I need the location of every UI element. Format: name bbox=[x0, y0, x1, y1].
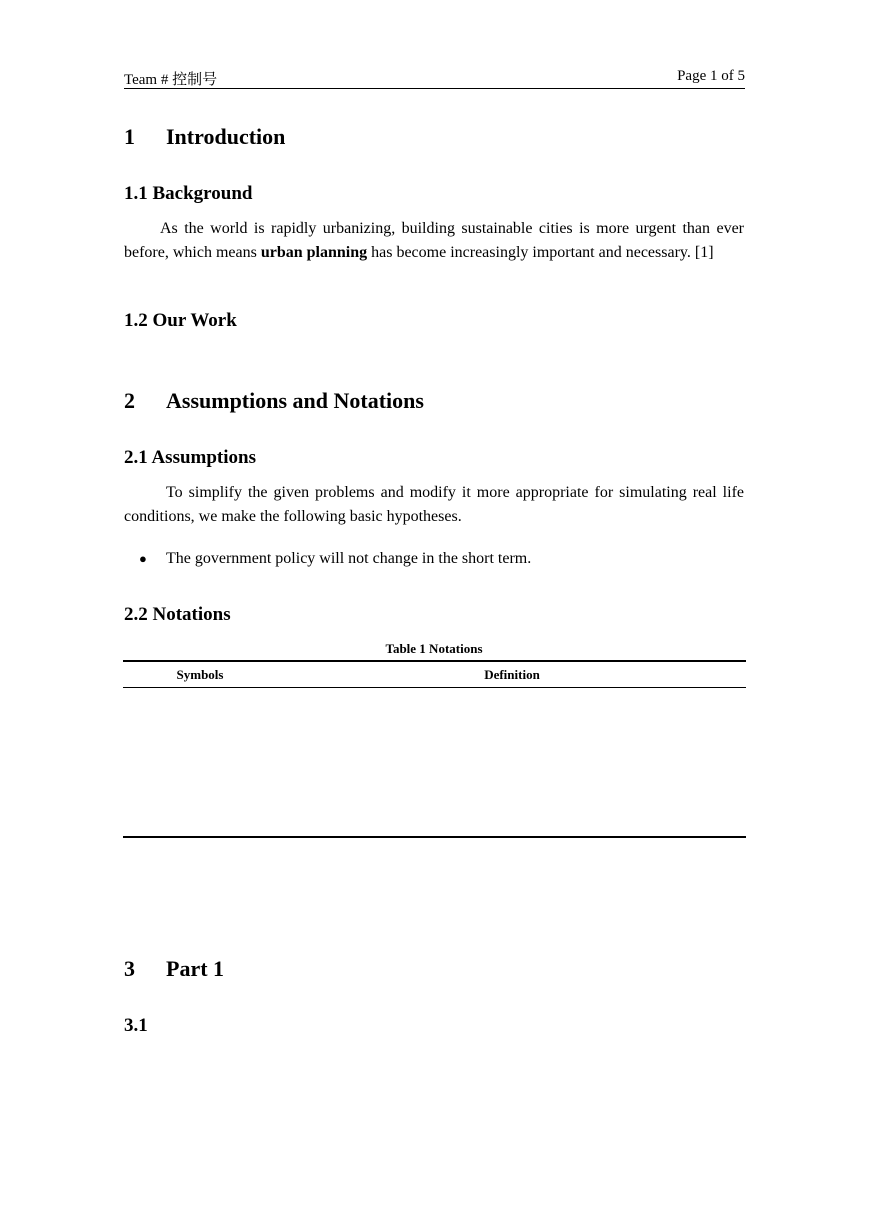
assumptions-paragraph: To simplify the given problems and modify it more appropriate for simulating real life conditions, we make the following basic hypotheses. bbox=[124, 484, 744, 525]
table-header-symbols: Symbols bbox=[176, 667, 224, 682]
subsection-heading-notations: 2.2 Notations bbox=[124, 604, 231, 625]
section-heading-part-1 bbox=[124, 956, 224, 982]
section-number: 1 bbox=[124, 124, 135, 149]
section-number: 3 bbox=[124, 956, 135, 981]
assumption-list-item bbox=[139, 550, 531, 568]
subsection-heading-our-work: 1.2 Our Work bbox=[124, 310, 237, 331]
background-bold-term: urban planning bbox=[260, 244, 368, 261]
page-header bbox=[124, 67, 745, 89]
section-heading-introduction bbox=[124, 124, 285, 150]
subsection-heading-assumptions: 2.1 Assumptions bbox=[124, 447, 256, 468]
section-number: 2 bbox=[124, 388, 135, 413]
subsection-heading-3-1: 3.1 bbox=[124, 1015, 148, 1036]
section-title: Introduction bbox=[166, 124, 286, 149]
subsection-heading-background: 1.1 Background bbox=[124, 183, 253, 204]
background-text-2: has become increasingly important and necessary. [1] bbox=[367, 244, 714, 261]
table-bottom-rule bbox=[123, 836, 746, 838]
table-caption: Table 1 Notations bbox=[385, 641, 483, 656]
background-paragraph bbox=[124, 217, 744, 265]
bullet-icon: ● bbox=[139, 551, 147, 566]
table-header-rule bbox=[123, 687, 746, 688]
page-number: Page 1 of 5 bbox=[677, 68, 745, 84]
team-label: Team # 控制号 bbox=[124, 72, 218, 88]
section-title: Assumptions and Notations bbox=[166, 388, 424, 413]
assumption-text: The government policy will not change in the short term. bbox=[166, 550, 532, 567]
background-text-1: As the world is rapidly urbanizing, building sustainable cities is more urgent than ever before, which means bbox=[124, 220, 744, 261]
table-top-rule bbox=[123, 660, 746, 662]
table-header-definition: Definition bbox=[484, 667, 540, 682]
section-heading-assumptions bbox=[124, 388, 424, 414]
section-title: Part 1 bbox=[166, 956, 225, 981]
